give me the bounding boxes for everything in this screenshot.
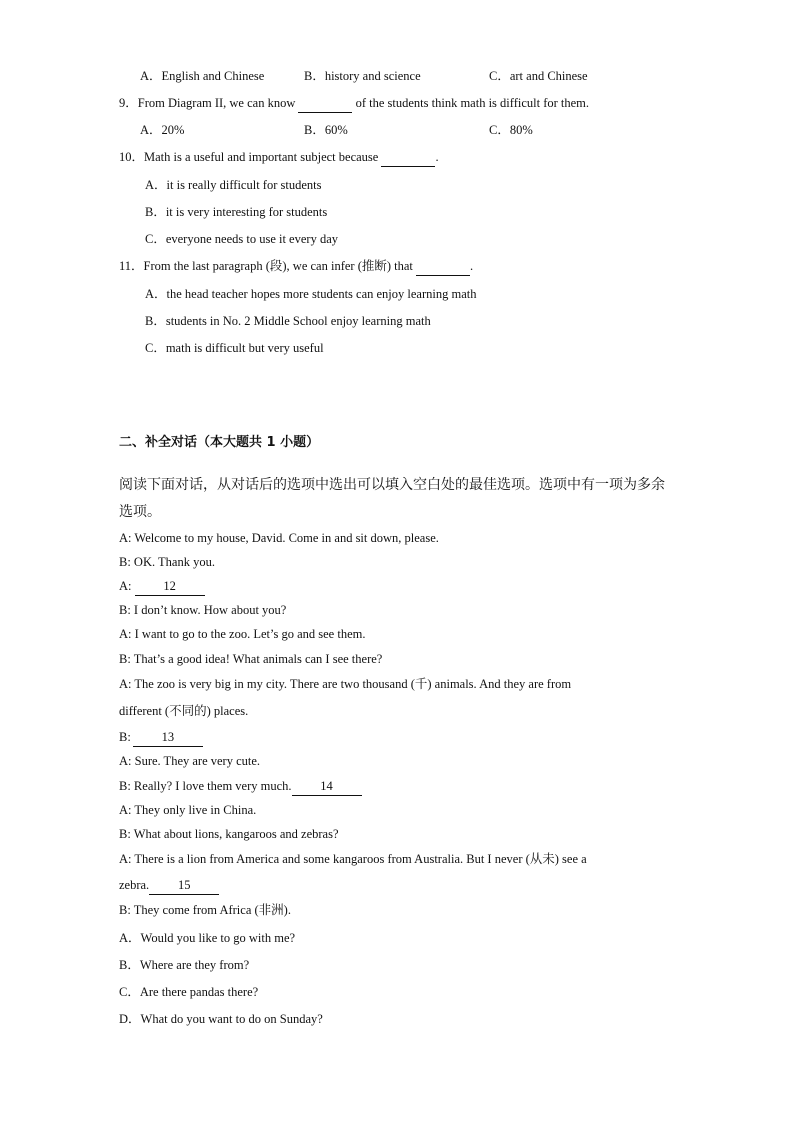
dialogue-option-b: B．Where are they from? — [119, 958, 250, 972]
q10-answer-blank — [381, 148, 435, 167]
blank-12: 12 — [135, 577, 205, 596]
q10-option-a: A．it is really difficult for students — [145, 178, 322, 192]
dialogue-line: B: OK. Thank you. — [119, 555, 215, 569]
q8-option-a: A．English and Chinese — [140, 69, 265, 83]
dialogue-line: B: I don’t know. How about you? — [119, 603, 287, 617]
dialogue-option-d: D．What do you want to do on Sunday? — [119, 1012, 323, 1026]
q10-text-after: . — [435, 150, 439, 164]
q9-text-before: From Diagram II, we can know — [137, 96, 296, 110]
dialogue-line — [119, 876, 219, 895]
q11-text-after: . — [470, 259, 474, 273]
section-instruction-line2: 选项。 — [119, 504, 161, 520]
dialogue-line — [119, 777, 362, 796]
q9-option-a: A．20% — [140, 123, 185, 137]
dialogue-text: zebra. — [119, 878, 150, 892]
speaker-label: A: — [119, 579, 132, 593]
q9-number: 9． — [119, 96, 138, 110]
q11-answer-blank — [416, 257, 470, 276]
q8-option-b: B．history and science — [304, 69, 421, 83]
q11-option-a: A．the head teacher hopes more students can enjoy learning math — [145, 287, 477, 301]
q11-number: 11． — [119, 259, 144, 273]
q9-option-b: B．60% — [304, 123, 348, 137]
dialogue-option-a: A．Would you like to go with me? — [119, 931, 296, 945]
dialogue-line: A: I want to go to the zoo. Let’s go and see them. — [119, 627, 366, 641]
section-heading: 二、补全对话（本大题共 1 小题） — [119, 435, 320, 450]
section-instruction-line1: 阅读下面对话，从对话后的选项中选出可以填入空白处的最佳选项。选项中有一项为多余 — [119, 477, 665, 493]
blank-13: 13 — [133, 728, 203, 747]
q10-option-b: B．it is very interesting for students — [145, 205, 328, 219]
dialogue-line — [119, 728, 203, 747]
dialogue-line: B: They come from Africa (非洲). — [119, 903, 291, 917]
dialogue-option-c: C．Are there pandas there? — [119, 985, 259, 999]
q10-number: 10． — [119, 150, 145, 164]
dialogue-text: B: Really? I love them very much. — [119, 779, 292, 793]
dialogue-line: A: Sure. They are very cute. — [119, 754, 261, 768]
q11-stem — [119, 257, 473, 276]
q9-text-after: of the students think math is difficult for them. — [355, 96, 590, 110]
dialogue-line — [119, 577, 205, 596]
blank-15: 15 — [149, 876, 219, 895]
q11-text-before: From the last paragraph (段), we can infer (推断) that — [143, 259, 413, 273]
q11-option-c: C．math is difficult but very useful — [145, 341, 324, 355]
dialogue-line: A: There is a lion from America and some kangaroos from Australia. But I never (从未) see a — [119, 852, 587, 866]
q9-answer-blank — [298, 94, 352, 113]
dialogue-line: different (不同的) places. — [119, 704, 249, 718]
q9-option-c: C．80% — [489, 123, 533, 137]
q11-option-b: B．students in No. 2 Middle School enjoy learning math — [145, 314, 431, 328]
speaker-label: B: — [119, 730, 131, 744]
dialogue-line: A: They only live in China. — [119, 803, 257, 817]
q9-stem — [119, 94, 589, 113]
q10-stem — [119, 148, 439, 167]
q10-text-before: Math is a useful and important subject because — [144, 150, 379, 164]
dialogue-line: B: That’s a good idea! What animals can I see there? — [119, 652, 383, 666]
dialogue-line: B: What about lions, kangaroos and zebras? — [119, 827, 339, 841]
blank-14: 14 — [292, 777, 362, 796]
q10-option-c: C．everyone needs to use it every day — [145, 232, 338, 246]
q8-option-c: C．art and Chinese — [489, 69, 588, 83]
dialogue-line: A: The zoo is very big in my city. There are two thousand (千) animals. And they are from — [119, 677, 572, 691]
dialogue-line: A: Welcome to my house, David. Come in and sit down, please. — [119, 531, 439, 545]
